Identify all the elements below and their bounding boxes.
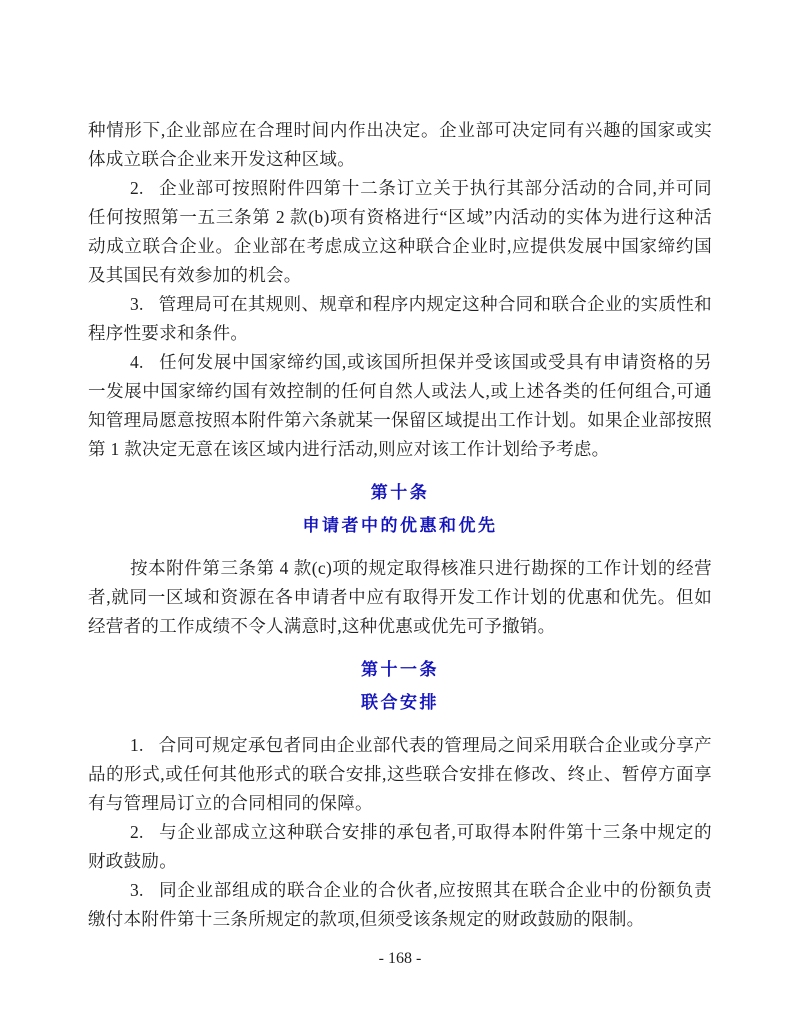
article-title: 第十一条 [361, 660, 439, 679]
article-11-heading [88, 653, 712, 719]
paragraph-5 [88, 554, 712, 641]
paragraph-text: 合同可规定承包者同由企业部代表的管理局之间采用联合企业或分享产品的形式,或任何其他形式的联合安排,这些联合安排在修改、终止、暂停方面享有与管理局订立的合同相同的保障。 [88, 735, 712, 813]
paragraph-text: 种情形下,企业部应在合理时间内作出决定。企业部可决定同有兴趣的国家或实体成立联合企业来开发这种区域。 [88, 120, 712, 169]
article-subtitle: 联合安排 [361, 693, 439, 712]
paragraph-text: 与企业部成立这种联合安排的承包者,可取得本附件第十三条中规定的财政鼓励。 [88, 822, 712, 871]
paragraph-4 [88, 348, 712, 464]
paragraph-number: 3. [130, 294, 144, 314]
paragraph-number: 3. [130, 880, 144, 900]
paragraph-text: 任何发展中国家缔约国,或该国所担保并受该国或受具有申请资格的另一发展中国家缔约国有效控制的任何自然人或法人,或上述各类的任何组合,可通知管理局愿意按照本附件第六条就某一保留区域提出工作计划。如果企业部按照第 1 款决定无意在该区域内进行活动,则应对该工作计划给予考虑。 [88, 352, 712, 459]
article-subtitle: 申请者中的优惠和优先 [302, 516, 498, 535]
paragraph-continuation [88, 116, 712, 174]
page-number: - 168 - [378, 950, 422, 967]
paragraph-6 [88, 731, 712, 818]
paragraph-number: 2. [130, 822, 144, 842]
paragraph-text: 企业部可按照附件四第十二条订立关于执行其部分活动的合同,并可同任何按照第一五三条第 2 款(b)项有资格进行“区域”内活动的实体为进行这种活动成立联合企业。企业部在考虑成立这种联合企业时,应提供发展中国家缔约国及其国民有效参加的机会。 [88, 178, 712, 285]
paragraph-text: 管理局可在其规则、规章和程序内规定这种合同和联合企业的实质性和程序性要求和条件。 [88, 294, 712, 343]
paragraph-number: 4. [130, 352, 144, 372]
article-10-heading [88, 476, 712, 542]
paragraph-8 [88, 876, 712, 934]
paragraph-text: 同企业部组成的联合企业的合伙者,应按照其在联合企业中的份额负责缴付本附件第十三条所规定的款项,但须受该条规定的财政鼓励的限制。 [88, 880, 712, 929]
paragraph-number: 2. [130, 178, 144, 198]
paragraph-text: 按本附件第三条第 4 款(c)项的规定取得核准只进行勘探的工作计划的经营者,就同一区域和资源在各申请者中应有取得开发工作计划的优惠和优先。但如经营者的工作成绩不令人满意时,这种优惠或优先可予撤销。 [88, 558, 712, 636]
paragraph-number: 1. [130, 735, 144, 755]
paragraph-7 [88, 818, 712, 876]
article-title: 第十条 [370, 483, 430, 502]
paragraph-3 [88, 290, 712, 348]
document-body [88, 116, 712, 934]
paragraph-2 [88, 174, 712, 290]
